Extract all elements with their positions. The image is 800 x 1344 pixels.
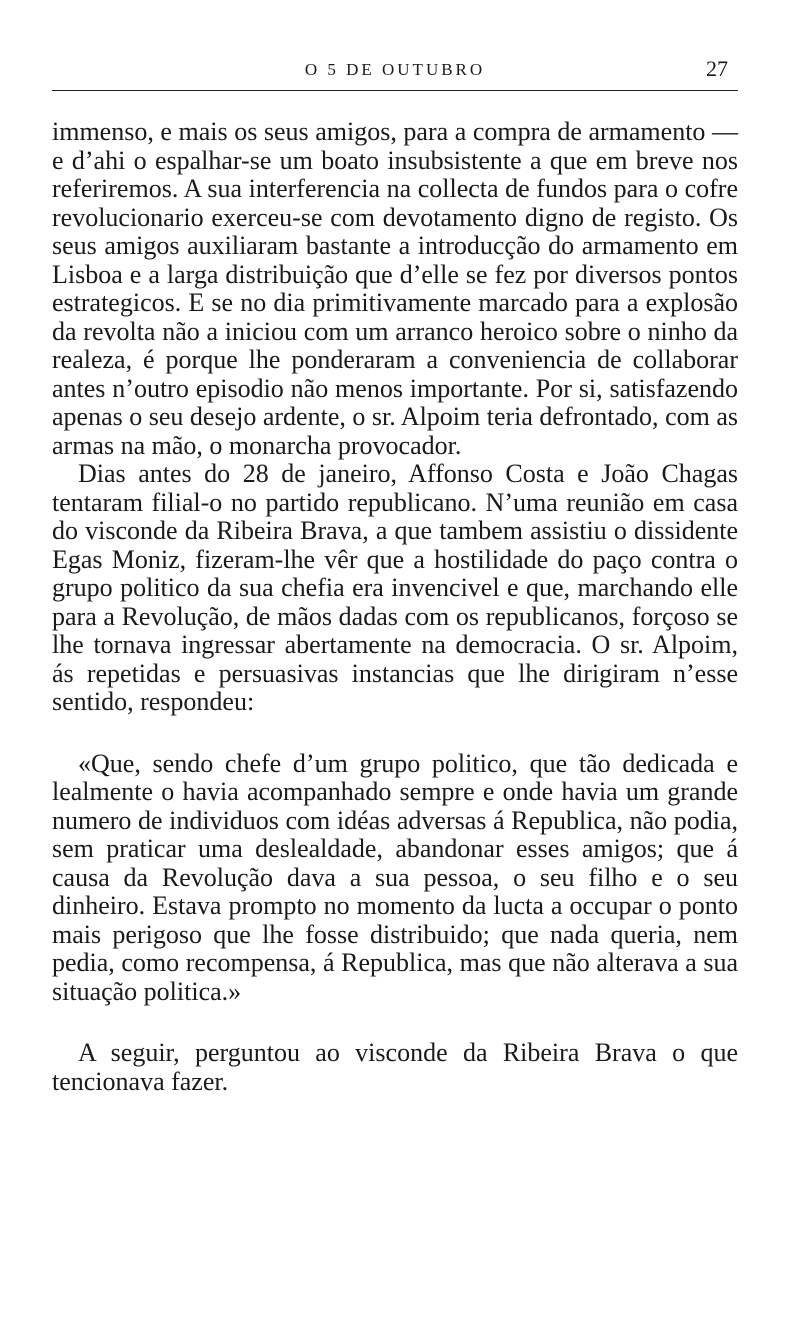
page-number: 27 <box>706 56 728 81</box>
running-title: O 5 DE OUTUBRO <box>304 60 486 79</box>
paragraph-1: immenso, e mais os seus amigos, para a compra de armamento — e d’ahi o espalhar-se um boato insubsistente a que em breve nos referiremos. A sua interferencia na collecta de fundos para o cofre revolucionario exerceu-se com devotamento digno de registo. Os seus amigos auxiliaram bastante a introducção do armamento em Lisboa e a larga distribuição que d’elle se fez por diversos pontos estrategicos. E se no dia primitivamente marcado para a explosão da revolta não a iniciou com um arranco heroico sobre o ninho da realeza, é porque lhe ponderaram a conveniencia de collaborar antes n’outro episodio não menos importante. Por si, satisfazendo apenas o seu desejo ardente, o sr. Alpoim teria defrontado, com as armas na mão, o monarcha provocador. <box>52 117 738 460</box>
paragraph-2: Dias antes do 28 de janeiro, Affonso Costa e João Chagas tentaram filial-o no partido republicano. N’uma reunião em casa do visconde da Ribeira Brava, a que tambem assistiu o dissidente Egas Moniz, fizeram-lhe vêr que a hostilidade do paço contra o grupo politico da sua chefia era invencivel e que, marchando elle para a Revolução, de mãos dadas com os republicanos, forçoso se lhe tornava ingressar abertamente na democracia. O sr. Alpoim, ás repetidas e persuasivas instancias que lhe dirigiram n’esse sentido, respondeu: <box>52 459 738 716</box>
body-text <box>52 118 738 1096</box>
quoted-reply: «Que, sendo chefe d’um grupo politico, que tão dedicada e lealmente o havia acompanhado sempre e onde havia um grande numero de individuos com idéas adversas á Republica, não podia, sem praticar uma deslealdade, abandonar esses amigos; que á causa da Revolução dava a sua pessoa, o seu filho e o seu dinheiro. Estava prompto no momento da lucta a occupar o ponto mais perigoso que lhe fosse distribuido; que nada queria, nem pedia, como recompensa, á Republica, mas que não alterava a sua situação politica.» <box>52 748 738 1006</box>
paragraph-4: A seguir, perguntou ao visconde da Ribeira Brava o que tencionava fazer. <box>52 1038 738 1096</box>
page-header <box>52 56 738 91</box>
